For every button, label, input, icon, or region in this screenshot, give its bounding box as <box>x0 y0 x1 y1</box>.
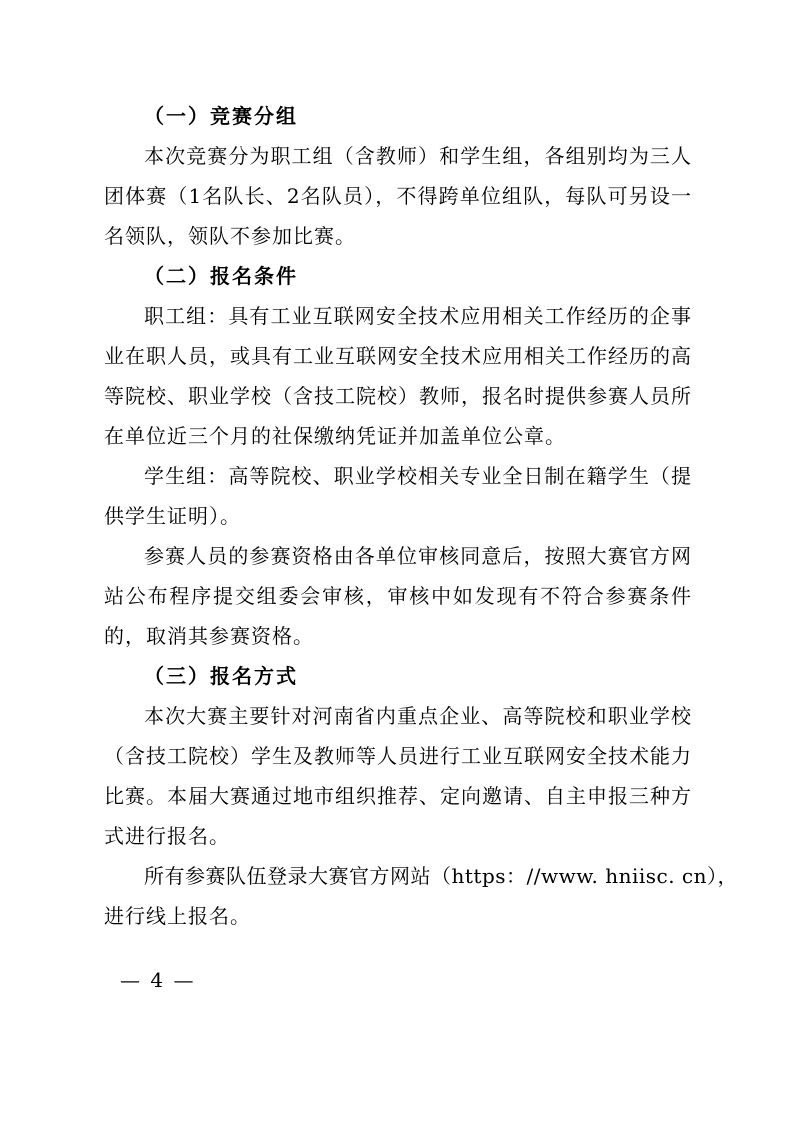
paragraph-line: 式进行报名。 <box>104 824 230 848</box>
paragraph-line: 等院校、职业学校（含技工院校）教师，报名时提供参赛人员所 <box>104 384 692 408</box>
document-body <box>104 96 739 936</box>
paragraph-line: 名领队，领队不参加比赛。 <box>104 224 356 248</box>
paragraph-line: 进行线上报名。 <box>104 904 251 928</box>
paragraph-line: 业在职人员，或具有工业互联网安全技术应用相关工作经历的高 <box>104 344 692 368</box>
page-number: — 4 — <box>120 968 196 992</box>
paragraph-line: 学生组：高等院校、职业学校相关专业全日制在籍学生（提 <box>144 464 692 488</box>
paragraph-line: 的，取消其参赛资格。 <box>104 624 314 648</box>
paragraph-line: 参赛人员的参赛资格由各单位审核同意后，按照大赛官方网 <box>144 544 692 568</box>
heading-competition-groups: （一）竞赛分组 <box>144 104 298 128</box>
paragraph-line: （含技工院校）学生及教师等人员进行工业互联网安全技术能力 <box>104 744 692 768</box>
paragraph-line: 本次竞赛分为职工组（含教师）和学生组，各组别均为三人 <box>144 144 692 168</box>
paragraph-line: 职工组：具有工业互联网安全技术应用相关工作经历的企事 <box>144 304 692 328</box>
paragraph-line: 供学生证明）。 <box>104 504 241 528</box>
paragraph-line: 团体赛（1名队长、2名队员），不得跨单位组队，每队可另设一 <box>104 184 692 208</box>
paragraph-line: 站公布程序提交组委会审核，审核中如发现有不符合参赛条件 <box>104 584 692 608</box>
paragraph-line-with-website-url: 所有参赛队伍登录大赛官方网站（https：//www. hniisc. cn）， <box>144 864 739 888</box>
paragraph-line: 本次大赛主要针对河南省内重点企业、高等院校和职业学校 <box>144 704 692 728</box>
paragraph-line: 比赛。本届大赛通过地市组织推荐、定向邀请、自主申报三种方 <box>104 784 692 808</box>
paragraph-line: 在单位近三个月的社保缴纳凭证并加盖单位公章。 <box>104 424 566 448</box>
heading-registration-method: （三）报名方式 <box>144 664 298 688</box>
heading-registration-conditions: （二）报名条件 <box>144 264 298 288</box>
